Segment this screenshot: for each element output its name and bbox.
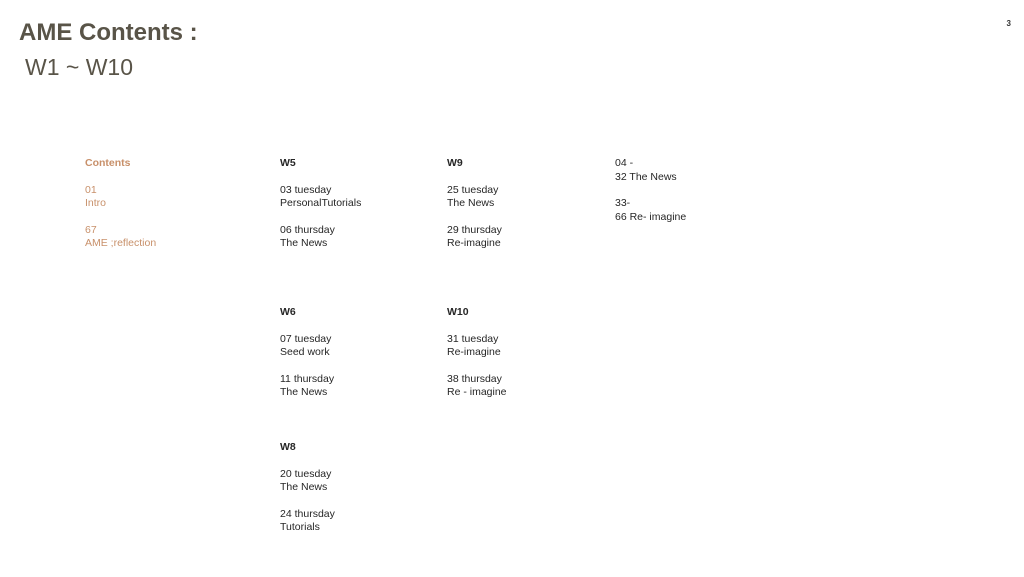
week-heading: W9: [447, 157, 463, 169]
week-entry: [447, 224, 502, 251]
entry-topic: Re-imagine: [447, 346, 501, 358]
entry-date: 20 tuesday: [280, 467, 332, 480]
page-title: AME Contents :: [19, 19, 198, 46]
entry-topic: PersonalTutorials: [280, 197, 362, 209]
entry-date: 29 thursday: [447, 223, 502, 236]
entry-topic: The News: [280, 386, 328, 398]
week-entry: [447, 333, 507, 360]
entry-date: 06 thursday: [280, 223, 335, 236]
entry-date: 11 thursday: [280, 372, 335, 385]
week-block-w6: [280, 306, 334, 413]
week-block-w8: [280, 441, 335, 548]
range-column: [615, 157, 686, 237]
week-entry: [280, 224, 361, 251]
week-entry: [280, 184, 361, 211]
week-heading: W5: [280, 157, 296, 169]
week-heading: W8: [280, 441, 296, 453]
week-entry: [447, 184, 502, 211]
entry-date: 07 tuesday: [280, 332, 332, 345]
week-entry: [280, 373, 334, 400]
entry-date: 25 tuesday: [447, 183, 499, 196]
week-entry: [447, 373, 507, 400]
entry-date: 24 thursday: [280, 507, 335, 520]
contents-entry-number: 01: [85, 183, 97, 196]
week-heading: W10: [447, 306, 469, 318]
contents-column: [85, 157, 156, 264]
contents-heading: Contents: [85, 157, 131, 169]
contents-entry-label: AME ;reflection: [85, 237, 157, 249]
entry-topic: The News: [280, 237, 328, 249]
range-entry: [615, 197, 686, 224]
range-entry: [615, 157, 686, 184]
entry-topic: The News: [447, 197, 495, 209]
range-start: 04 -: [615, 157, 634, 169]
week-entry: [280, 508, 335, 535]
contents-entry[interactable]: [85, 184, 156, 211]
page-number: 3: [1006, 19, 1011, 28]
week-entry: [280, 468, 335, 495]
entry-topic: Tutorials: [280, 521, 320, 533]
week-heading: W6: [280, 306, 296, 318]
contents-entry[interactable]: [85, 224, 156, 251]
contents-entry-label: Intro: [85, 197, 107, 209]
entry-topic: The News: [280, 481, 328, 493]
week-entry: [280, 333, 334, 360]
entry-date: 38 thursday: [447, 372, 502, 385]
range-start: 33-: [615, 197, 631, 209]
range-end-topic: 32 The News: [615, 170, 677, 183]
contents-entry-number: 67: [85, 223, 97, 236]
page-subtitle: W1 ~ W10: [25, 54, 134, 80]
week-block-w10: [447, 306, 507, 413]
range-end-topic: 66 Re- imagine: [615, 210, 687, 223]
entry-date: 03 tuesday: [280, 183, 332, 196]
entry-date: 31 tuesday: [447, 332, 499, 345]
entry-topic: Seed work: [280, 346, 330, 358]
entry-topic: Re - imagine: [447, 386, 507, 398]
week-block-w5: [280, 157, 361, 264]
entry-topic: Re-imagine: [447, 237, 501, 249]
week-block-w9: [447, 157, 502, 264]
